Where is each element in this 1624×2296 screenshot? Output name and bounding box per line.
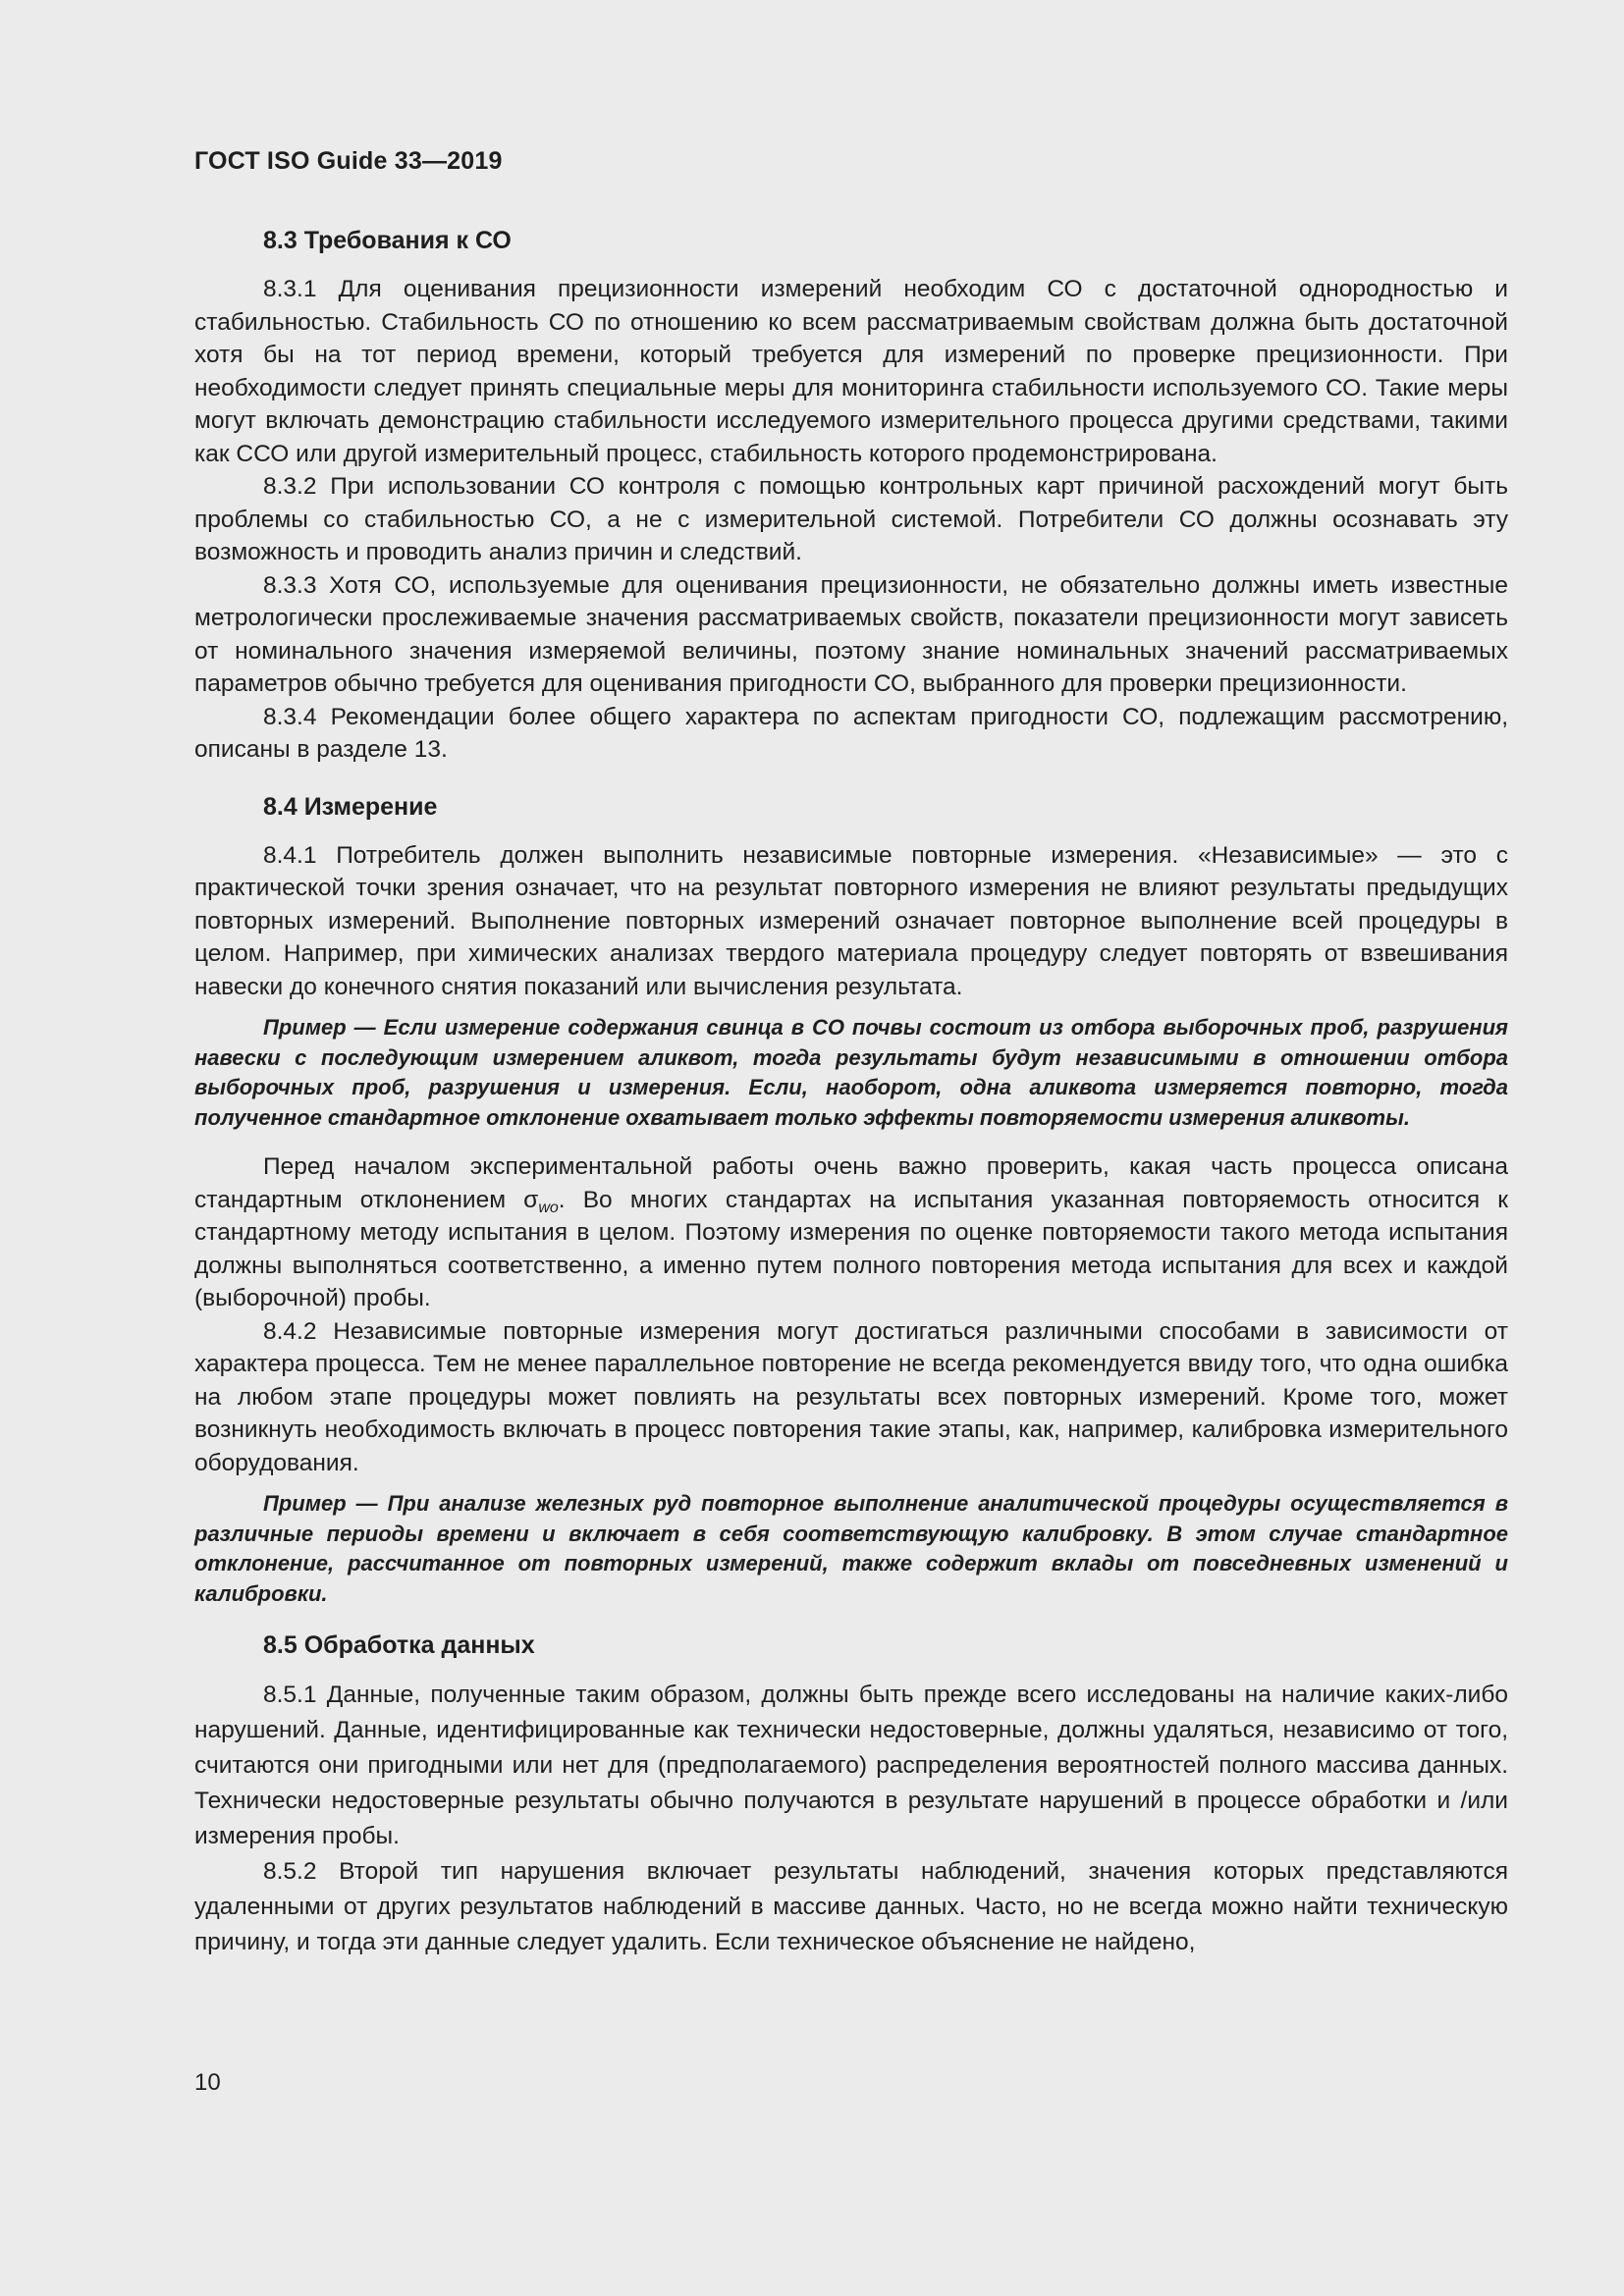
document-header: ГОСТ ISO Guide 33—2019 bbox=[194, 147, 503, 175]
paragraph-8-3-2: 8.3.2 При использовании СО контроля с помощью контрольных карт причиной расхождений могут быть проблемы со стабильностью СО, а не с измерительной системой. Потребители СО должны осознавать эту возможность и проводить анализ причин и следствий. bbox=[194, 473, 1508, 565]
paragraph-repeatability bbox=[194, 1150, 1508, 1315]
paragraph-8-5-1: 8.5.1 Данные, полученные таким образом, должны быть прежде всего исследованы на наличие каких-либо нарушений. Данные, идентифицированные как технически недостоверные, должны удаляться, независимо от того, считаются они пригодными или нет для (предполагаемого) распределения вероятностей полного массива данных. Технически недостоверные результаты обычно получаются в результате нарушений в процессе обработки и /или измерения пробы. bbox=[194, 1682, 1508, 1849]
section-heading-8-3: 8.3 Требования к СО bbox=[263, 227, 512, 254]
section-heading-8-5: 8.5 Обработка данных bbox=[263, 1631, 535, 1659]
sigma-subscript: wo bbox=[538, 1199, 559, 1216]
paragraph-8-5-2: 8.5.2 Второй тип нарушения включает результаты наблюдений, значения которых представляются удаленными от других результатов наблюдений в массиве данных. Часто, но не всегда можно найти техническую причину, и тогда эти данные следует удалить. Если техническое объяснение не найдено, bbox=[194, 1858, 1508, 1955]
paragraph-8-3-3: 8.3.3 Хотя СО, используемые для оценивания прецизионности, не обязательно должны иметь известные метрологически прослеживаемые значения рассматриваемых свойств, показатели прецизионности могут зависеть от номинального значения измеряемой величины, поэтому знание номинальных значений рассматриваемых параметров обычно требуется для оценивания пригодности СО, выбранного для проверки прецизионности. bbox=[194, 571, 1508, 697]
paragraph-repeatability-start: Перед началом экспериментальной работы очень важно проверить, какая часть процесса описана стандартным отклонением σ bbox=[194, 1153, 1508, 1213]
section-heading-8-4: 8.4 Измерение bbox=[263, 792, 438, 821]
example-note-2: Пример — При анализе железных руд повторное выполнение аналитической процедуры осуществляется в различные периоды времени и включает в себя соответствующую калибровку. В этом случае стандартное отклонение, рассчитанное от повторных измерений, также содержит вклады от повседневных изменений и калибровки. bbox=[194, 1491, 1508, 1606]
example-note-1: Пример — Если измерение содержания свинца в СО почвы состоит из отбора выборочных проб, разрушения навески с последующим измерением аликвот, тогда результаты будут независимыми в отношении отбора выборочных проб, разрушения и измерения. Если, наоборот, одна аликвота измеряется повторно, тогда полученное стандартное отклонение охватывает только эффекты повторяемости измерения аликвоты. bbox=[194, 1015, 1508, 1130]
paragraph-8-3-4: 8.3.4 Рекомендации более общего характера по аспектам пригодности СО, подлежащим рассмотрению, описаны в разделе 13. bbox=[194, 703, 1508, 763]
paragraph-repeatability-end: . Во многих стандартах на испытания указанная повторяемость относится к стандартному методу испытания в целом. Поэтому измерения по оценке повторяемости такого метода испытания должны выполняться соответственно, а именно путем полного повторения метода испытания для всех и каждой (выборочной) пробы. bbox=[194, 1186, 1508, 1311]
paragraph-8-4-2: 8.4.2 Независимые повторные измерения могут достигаться различными способами в зависимости от характера процесса. Тем не менее параллельное повторение не всегда рекомендуется ввиду того, что одна ошибка на любом этапе процедуры может повлиять на результаты всех повторных измерений. Кроме того, может возникнуть необходимость включать в процесс повторения такие этапы, как, например, калибровка измерительного оборудования. bbox=[194, 1317, 1508, 1476]
paragraph-8-3-1: 8.3.1 Для оценивания прецизионности измерений необходим СО с достаточной однородностью и стабильностью. Стабильность СО по отношению ко всем рассматриваемым свойствам должна быть достаточной хотя бы на тот период времени, который требуется для измерений по проверке прецизионности. При необходимости следует принять специальные меры для мониторинга стабильности используемого СО. Такие меры могут включать демонстрацию стабильности исследуемого измерительного процесса другими средствами, такими как ССО или другой измерительный процесс, стабильность которого продемонстрирована. bbox=[194, 276, 1508, 467]
document-page bbox=[194, 0, 1508, 2296]
page-content bbox=[194, 224, 1508, 1960]
paragraph-8-4-1: 8.4.1 Потребитель должен выполнить независимые повторные измерения. «Независимые» — это с практической точки зрения означает, что на результат повторного измерения не влияют результаты предыдущих повторных измерений. Выполнение повторных измерений означает повторное выполнение всей процедуры в целом. Например, при химических анализах твердого материала процедуру следует повторять от взвешивания навески до конечного снятия показаний или вычисления результата. bbox=[194, 841, 1508, 1000]
page-number: 10 bbox=[194, 2069, 221, 2096]
